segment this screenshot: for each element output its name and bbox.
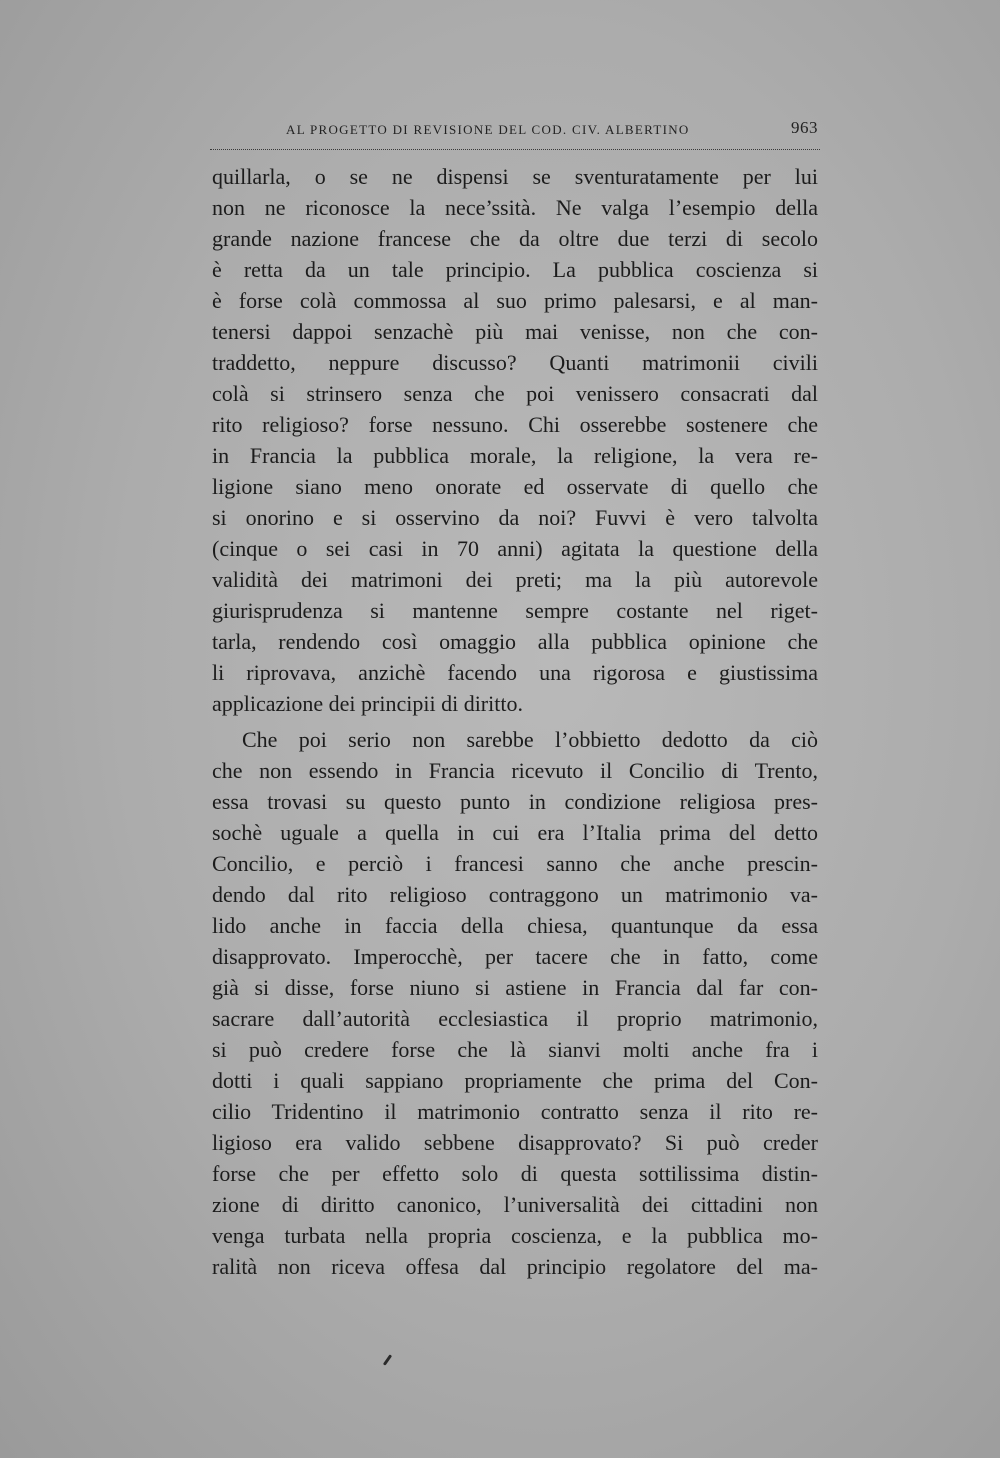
text-line: è forse colà commossa al suo primo palesarsi, e al man-	[212, 288, 818, 313]
text-line: ralità non riceva offesa dal principio regolatore del ma-	[212, 1254, 818, 1279]
text-line: colà si strinsero senza che poi venissero consacrati dal	[212, 381, 818, 406]
text-line: giurisprudenza si mantenne sempre costante nel riget-	[212, 598, 818, 623]
text-line: applicazione dei principii di diritto.	[212, 691, 523, 716]
text-line: sochè uguale a quella in cui era l’Italia prima del detto	[212, 820, 818, 845]
text-line: ligione siano meno onorate ed osservate di quello che	[212, 474, 818, 499]
text-line: quillarla, o se ne dispensi se sventuratamente per lui	[212, 164, 818, 189]
text-line: venga turbata nella propria coscienza, e la pubblica mo-	[212, 1223, 818, 1248]
text-line: rito religioso? forse nessuno. Chi osserebbe sostenere che	[212, 412, 818, 437]
text-line: tenersi dappoi senzachè più mai venisse, non che con-	[212, 319, 818, 344]
text-line: non ne riconosce la nece’ssità. Ne valga l’esempio della	[212, 195, 818, 220]
text-line: (cinque o sei casi in 70 anni) agitata la questione della	[212, 536, 818, 561]
text-line: tarla, rendendo così omaggio alla pubblica opinione che	[212, 629, 818, 654]
text-line: già si disse, forse niuno si astiene in Francia dal far con-	[212, 975, 818, 1000]
text-line: essa trovasi su questo punto in condizione religiosa pres-	[212, 789, 818, 814]
text-line: zione di diritto canonico, l’universalità dei cittadini non	[212, 1192, 818, 1217]
running-title: AL PROGETTO DI REVISIONE DEL COD. CIV. ALBERTINO	[286, 122, 690, 137]
text-line: sacrare dall’autorità ecclesiastica il proprio matrimonio,	[212, 1006, 818, 1031]
text-line: li riprovava, anzichè facendo una rigorosa e giustissima	[212, 660, 818, 685]
text-line: disapprovato. Imperocchè, per tacere che in fatto, come	[212, 944, 818, 969]
text-line: in Francia la pubblica morale, la religione, la vera re-	[212, 443, 818, 468]
page-number: 963	[791, 118, 818, 137]
text-line: grande nazione francese che da oltre due terzi di secolo	[212, 226, 818, 251]
text-line: validità dei matrimoni dei preti; ma la più autorevole	[212, 567, 818, 592]
text-line: cilio Tridentino il matrimonio contratto senza il rito re-	[212, 1099, 818, 1124]
text-line: forse che per effetto solo di questa sottilissima distin-	[212, 1161, 818, 1186]
text-line: Concilio, e perciò i francesi sanno che anche prescin-	[212, 851, 818, 876]
text-line: lido anche in faccia della chiesa, quantunque da essa	[212, 913, 818, 938]
text-line: traddetto, neppure discusso? Quanti matrimonii civili	[212, 350, 818, 375]
text-line: è retta da un tale principio. La pubblica coscienza si	[212, 257, 818, 282]
text-line: ligioso era valido sebbene disapprovato? Si può creder	[212, 1130, 818, 1155]
text-line: dotti i quali sappiano propriamente che prima del Con-	[212, 1068, 818, 1093]
text-line: che non essendo in Francia ricevuto il Concilio di Trento,	[212, 758, 818, 783]
paragraph-first-line: Che poi serio non sarebbe l’obbietto dedotto da ciò	[242, 727, 818, 752]
text-line: dendo dal rito religioso contraggono un matrimonio va-	[212, 882, 818, 907]
text-line: si onorino e si osservino da noi? Fuvvi è vero talvolta	[212, 505, 818, 530]
text-line: si può credere forse che là sianvi molti anche fra i	[212, 1037, 818, 1062]
